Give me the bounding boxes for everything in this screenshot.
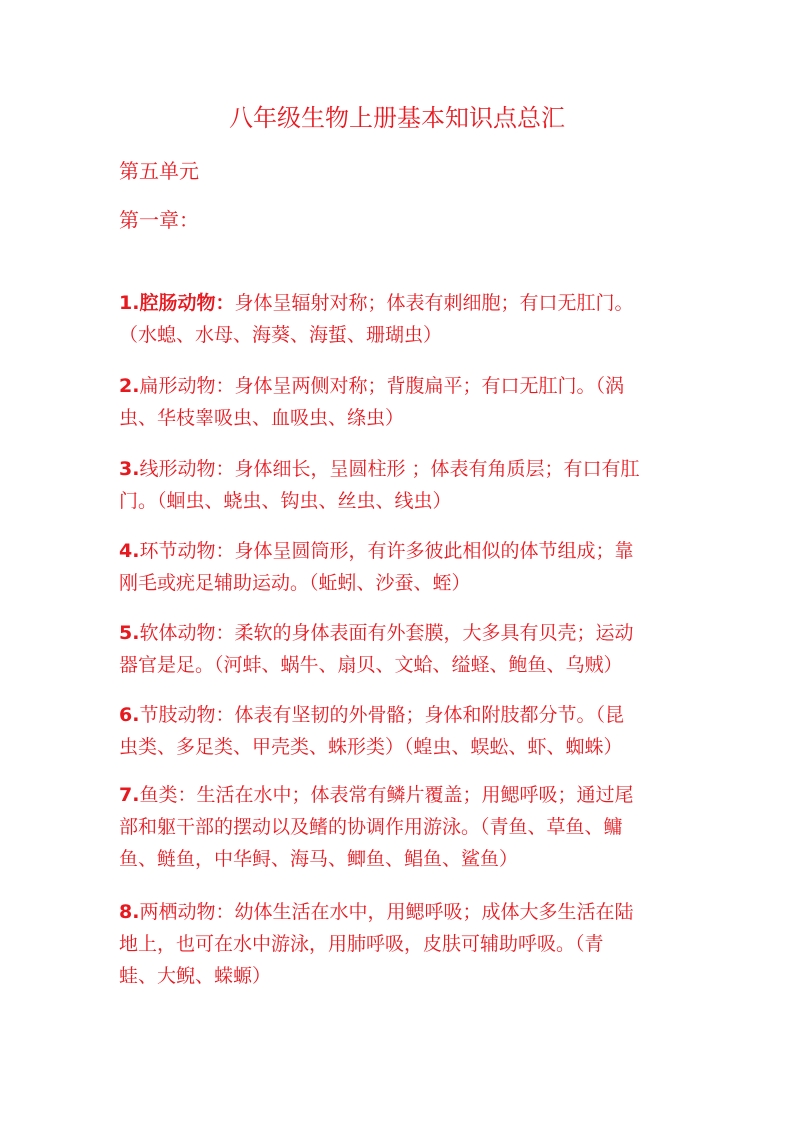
item-description: 身体呈辐射对称；体表有刺细胞；有口无肛门。 （水螅、水母、海葵、海蜇、珊瑚虫） xyxy=(119,292,634,346)
item-number: 4. xyxy=(119,540,140,562)
item-description: 身体呈两侧对称；背腹扁平；有口无肛门。（涡 虫、华枝睾吸虫、血吸虫、绦虫） xyxy=(119,375,624,429)
item-description: 身体呈圆筒形，有许多彼此相似的体节组成；靠 刚毛或疣足辅助运动。（蚯蚓、沙蚕、蛭） xyxy=(119,540,634,594)
item-term: 环节动物： xyxy=(139,540,235,562)
knowledge-item xyxy=(119,864,679,992)
item-description: 体表有坚韧的外骨骼；身体和附肢都分节。（昆 虫类、多足类、甲壳类、蛛形类）（蝗虫、蜈蚣、虾、蜘蛛） xyxy=(119,704,624,758)
unit-heading: 第五单元 xyxy=(119,159,199,183)
item-term: 鱼类： xyxy=(139,784,197,806)
item-description: 身体细长，呈圆柱形 ；体表有角质层；有口有肛 门。（蛔虫、蛲虫、钩虫、丝虫、线虫） xyxy=(119,458,640,512)
document-title: 八年级生物上册基本知识点总汇 xyxy=(229,104,565,132)
item-number: 3. xyxy=(119,458,140,480)
item-term: 节肢动物： xyxy=(139,704,235,726)
item-number: 1. xyxy=(119,292,140,314)
item-number: 5. xyxy=(119,622,140,644)
item-term: 扁形动物： xyxy=(139,375,235,397)
knowledge-item xyxy=(119,338,679,434)
item-description: 柔软的身体表面有外套膜，大多具有贝壳；运动 器官是足。（河蚌、蜗牛、扇贝、文蛤、缢蛏、鲍鱼、乌贼） xyxy=(119,622,634,676)
item-number: 8. xyxy=(119,901,140,923)
item-term: 腔肠动物： xyxy=(139,292,235,314)
item-term: 软体动物： xyxy=(139,622,235,644)
item-description: 幼体生活在水中，用鳃呼吸；成体大多生活在陆 地上，也可在水中游泳，用肺呼吸，皮肤可辅助呼吸。（青 蛙、大鲵、蝾螈） xyxy=(119,901,634,987)
knowledge-item xyxy=(119,747,679,875)
item-number: 6. xyxy=(119,704,140,726)
item-term: 线形动物： xyxy=(139,458,235,480)
item-number: 2. xyxy=(119,375,140,397)
knowledge-item xyxy=(119,255,679,351)
item-description: 生活在水中；体表常有鳞片覆盖；用鳃呼吸；通过尾 部和躯干部的摆动以及鳍的协调作用游泳。（青鱼、草鱼、鳙 鱼、鲢鱼，中华鲟、海马、鲫鱼、鲳鱼、鲨鱼） xyxy=(119,784,634,870)
item-number: 7. xyxy=(119,784,140,806)
chapter-heading: 第一章： xyxy=(119,208,199,232)
item-term: 两栖动物： xyxy=(139,901,235,923)
